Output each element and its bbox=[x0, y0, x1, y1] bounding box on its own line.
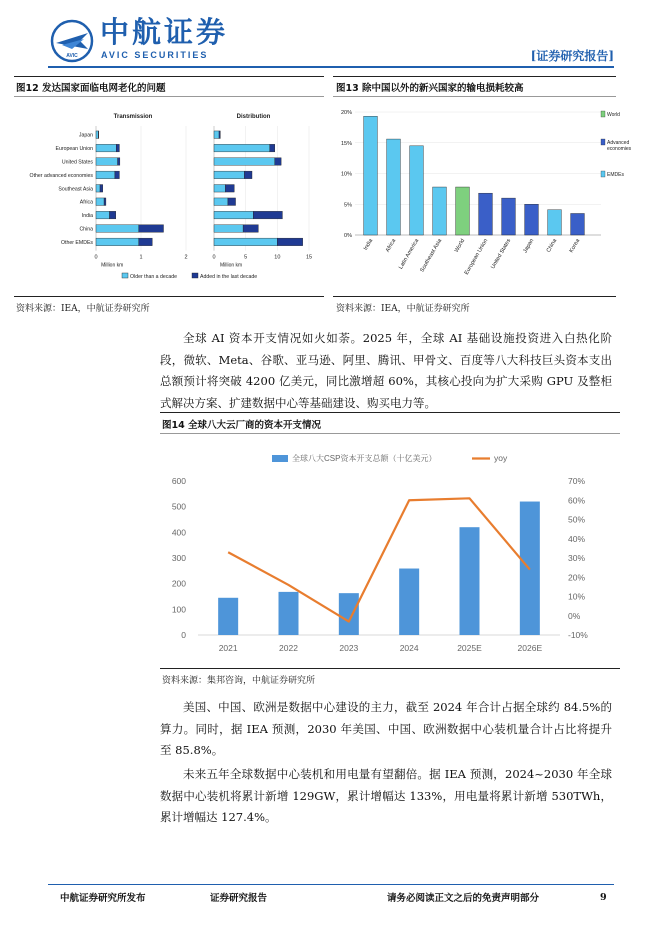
fig12-panel-title: Distribution bbox=[236, 114, 271, 120]
fig14-source: 资料来源：集邦咨询，中航证券研究所 bbox=[162, 676, 316, 686]
header-rule bbox=[48, 66, 614, 68]
fig14-left-tick-label: 400 bbox=[171, 527, 186, 538]
fig12-bar-older bbox=[214, 158, 275, 166]
fig14-right-tick-label: 70% bbox=[568, 476, 586, 486]
fig12-top-rule bbox=[14, 76, 324, 77]
avic-logo-icon bbox=[50, 19, 94, 63]
fig12-bar-older bbox=[96, 225, 139, 233]
header bbox=[0, 0, 662, 78]
fig12-bar-new bbox=[244, 171, 252, 179]
fig14-bar bbox=[218, 598, 238, 635]
fig13-category-label: World bbox=[453, 238, 467, 254]
fig12-category-label: Africa bbox=[79, 199, 93, 206]
footer-publisher: 中航证券研究所发布 bbox=[60, 893, 146, 904]
fig13-category-label: Southeast Asia bbox=[419, 238, 444, 274]
report-tag: [证券研究报告] bbox=[530, 49, 614, 63]
fig14-chart bbox=[160, 440, 620, 666]
fig12-bar-older bbox=[214, 198, 228, 206]
fig12-bar-new bbox=[277, 238, 302, 246]
paragraph-dc-growth: 未来五年全球数据中心装机和用电量有望翻倍。据 IEA 预测，2024~2030 年全球数据中心装机将累计新增 129GW，累计增幅达 133%，用电量将累计新增 530TWh，累计增幅达 127.4%。 bbox=[160, 767, 612, 824]
fig12-chart bbox=[14, 104, 324, 292]
fig12-bar-new bbox=[115, 171, 120, 179]
fig12-category-label: European Union bbox=[55, 146, 93, 153]
fig13-tick-label: 20% bbox=[340, 110, 352, 116]
fig14-left-tick-label: 500 bbox=[171, 501, 186, 512]
fig12-bar-new bbox=[225, 185, 234, 193]
fig14-right-tick-label: 0% bbox=[568, 610, 581, 621]
fig14-left-tick-label: 100 bbox=[171, 604, 186, 615]
fig12-bar-older bbox=[214, 144, 270, 152]
fig12-category-label: Japan bbox=[78, 132, 93, 139]
logo-cn: 中航证券 bbox=[100, 15, 229, 49]
fig12-bar-older bbox=[214, 131, 219, 139]
fig14-left-tick-label: 600 bbox=[171, 476, 186, 486]
fig12-bar-new bbox=[104, 198, 106, 206]
fig13-bar bbox=[525, 204, 539, 235]
fig14-right-tick-label: 20% bbox=[568, 572, 586, 583]
fig12-tick-label: 5 bbox=[244, 254, 248, 261]
fig14-category-label: 2025E bbox=[457, 643, 482, 653]
fig13-category-label: Korea bbox=[568, 238, 582, 254]
fig12-bar-new bbox=[110, 211, 116, 219]
fig13-legend-swatch bbox=[601, 111, 605, 117]
fig12-bar-older bbox=[214, 225, 243, 233]
fig12-bar-older bbox=[96, 171, 115, 179]
fig14-top-rule bbox=[160, 412, 620, 413]
fig14-right-tick-label: 60% bbox=[568, 495, 586, 506]
footer-report-type: 证券研究报告 bbox=[210, 893, 268, 904]
paragraph-regional-share: 美国、中国、欧洲是数据中心建设的主力，截至 2024 年合计占据全球约 84.5%的算力。同时，据 IEA 预测，2030 年美国、中国、欧洲数据中心装机量合计占比将提升至 85.8%。 bbox=[160, 700, 612, 757]
fig13-bar bbox=[410, 146, 424, 235]
fig13-category-label: China bbox=[545, 238, 559, 254]
fig14-legend-swatch-bar bbox=[272, 455, 288, 462]
fig14-bar bbox=[279, 592, 299, 635]
fig14-category-label: 2023 bbox=[339, 643, 359, 653]
fig12-bar-new bbox=[270, 144, 275, 152]
footer-rule bbox=[48, 884, 614, 885]
fig14-left-tick-label: 200 bbox=[171, 578, 186, 589]
fig12-bar-new bbox=[275, 158, 281, 166]
fig12-legend-new: Added in the last decade bbox=[200, 274, 258, 280]
fig14-caption-rule bbox=[160, 433, 620, 434]
footer-disclaimer: 请务必阅读正文之后的免责声明部分 bbox=[387, 893, 540, 904]
fig13-tick-label: 15% bbox=[340, 140, 352, 147]
logo-en: AVIC SECURITIES bbox=[101, 50, 209, 60]
fig13-tick-label: 0% bbox=[344, 233, 352, 239]
fig14-bar bbox=[460, 527, 480, 635]
fig12-tick-label: 0 bbox=[94, 254, 98, 261]
fig13-bar bbox=[502, 198, 516, 235]
fig14-category-label: 2024 bbox=[399, 643, 419, 653]
fig12-category-label: Southeast Asia bbox=[58, 186, 93, 193]
fig14-right-tick-label: 40% bbox=[568, 533, 586, 544]
fig12-tick-label: 10 bbox=[274, 254, 281, 261]
fig13-bar bbox=[433, 187, 447, 235]
fig14-right-tick-label: 50% bbox=[568, 514, 586, 525]
fig12-bar-new bbox=[116, 144, 119, 152]
fig12-bar-older bbox=[214, 171, 244, 179]
fig12-tick-label: 2 bbox=[184, 254, 188, 261]
fig14-yoy-line bbox=[228, 498, 530, 621]
fig13-tick-label: 10% bbox=[340, 171, 352, 178]
fig14-bar bbox=[339, 593, 359, 635]
fig14-category-label: 2021 bbox=[218, 643, 238, 653]
fig12-bar-older bbox=[96, 131, 98, 139]
fig13-category-label: Latin America bbox=[398, 238, 421, 271]
fig13-category-label: India bbox=[362, 238, 375, 252]
fig12-legend-swatch-new bbox=[192, 273, 198, 278]
fig13-bar bbox=[456, 187, 470, 235]
fig12-category-label: Other advanced economies bbox=[29, 172, 93, 179]
fig14-category-label: 2022 bbox=[279, 643, 298, 653]
fig12-bar-new bbox=[219, 131, 220, 139]
fig13-category-label: Japan bbox=[522, 238, 536, 255]
fig12-tick-label: 15 bbox=[305, 254, 313, 261]
fig12-bar-new bbox=[118, 158, 120, 166]
fig13-legend-label: economies bbox=[607, 146, 632, 152]
fig12-tick-label: 1 bbox=[139, 254, 143, 261]
fig13-caption: 图13 除中国以外的新兴国家的输电损耗较高 bbox=[336, 83, 524, 94]
fig14-bottom-rule bbox=[160, 668, 620, 669]
fig12-axis-label: Million km bbox=[219, 262, 243, 269]
fig14-right-tick-label: -10% bbox=[568, 630, 588, 640]
fig12-category-label: United States bbox=[61, 159, 93, 166]
fig12-tick-label: 0 bbox=[212, 254, 216, 261]
fig14-right-tick-label: 30% bbox=[568, 553, 586, 563]
fig12-caption: 图12 发达国家面临电网老化的问题 bbox=[16, 83, 166, 94]
fig13-top-rule bbox=[333, 76, 616, 77]
fig12-bar-new bbox=[253, 211, 282, 219]
fig12-caption-rule bbox=[14, 96, 324, 97]
fig12-axis-label: Million km bbox=[101, 262, 124, 269]
fig13-caption-rule bbox=[333, 96, 616, 97]
fig13-legend-swatch bbox=[601, 139, 605, 145]
fig12-bar-older bbox=[96, 144, 116, 152]
fig12-bar-older bbox=[96, 185, 100, 193]
fig12-bar-older bbox=[214, 238, 277, 246]
fig12-legend-older: Older than a decade bbox=[130, 274, 178, 280]
fig12-bar-older bbox=[96, 238, 139, 246]
fig14-left-tick-label: 0 bbox=[181, 630, 186, 640]
fig13-source: 资料来源：IEA，中航证券研究所 bbox=[336, 304, 470, 314]
page-number: 9 bbox=[600, 892, 607, 903]
fig13-bar bbox=[387, 139, 401, 235]
fig12-bar-new bbox=[100, 185, 103, 193]
fig12-bar-older bbox=[214, 211, 253, 219]
fig12-bar-older bbox=[214, 185, 225, 193]
fig12-bar-new bbox=[139, 225, 164, 233]
fig12-bar-new bbox=[243, 225, 258, 233]
paragraph-capex-overview: 全球 AI 资本开支情况如火如荼。2025 年，全球 AI 基础设施投资进入白热化阶段，微软、Meta、谷歌、亚马逊、阿里、腾讯、甲骨文、百度等八大科技巨头资本支出总额预计将突破 4200 亿美元，同比激增超 60%，其核心投向为扩大采购 GPU 及整柜式解决方案、扩建数据中心等基础建设、购买电力等。 bbox=[160, 331, 612, 410]
fig12-bar-older bbox=[96, 158, 118, 166]
fig13-category-label: European Union bbox=[463, 238, 490, 277]
fig12-category-label: India bbox=[81, 213, 93, 220]
fig13-category-label: Africa bbox=[384, 238, 398, 254]
fig14-category-label: 2026E bbox=[517, 643, 543, 653]
fig12-bottom-rule bbox=[14, 296, 324, 297]
fig13-category-label: United States bbox=[490, 238, 513, 271]
fig12-bar-older bbox=[96, 211, 110, 219]
fig13-legend-label: EMDEs bbox=[607, 172, 624, 178]
fig13-bar bbox=[571, 213, 585, 235]
fig13-legend-label: World bbox=[607, 112, 620, 118]
fig12-category-label: Other EMDEs bbox=[61, 239, 93, 246]
fig13-bar bbox=[548, 210, 562, 235]
fig12-bar-new bbox=[139, 238, 153, 246]
fig13-legend-swatch bbox=[601, 171, 605, 177]
fig12-category-label: China bbox=[79, 226, 93, 233]
fig12-panel-title: Transmission bbox=[113, 114, 153, 120]
fig13-tick-label: 5% bbox=[344, 202, 352, 209]
fig12-bar-new bbox=[228, 198, 236, 206]
fig12-legend-swatch-older bbox=[122, 273, 128, 278]
fig13-bottom-rule bbox=[333, 296, 616, 297]
fig13-bar bbox=[479, 193, 493, 235]
fig14-legend-line: yoy bbox=[494, 453, 508, 463]
fig14-left-tick-label: 300 bbox=[171, 553, 186, 563]
fig12-bar-older bbox=[96, 198, 104, 206]
fig12-source: 资料来源：IEA，中航证券研究所 bbox=[16, 304, 150, 314]
fig14-legend-bar: 全球八大CSP资本开支总额（十亿美元） bbox=[292, 454, 437, 463]
fig13-chart bbox=[333, 102, 632, 294]
fig13-bar bbox=[364, 116, 378, 235]
logo-badge: AVIC bbox=[66, 53, 78, 59]
fig13-legend-label: Advanced bbox=[607, 140, 630, 146]
fig14-right-tick-label: 10% bbox=[568, 591, 586, 602]
fig14-caption: 图14 全球八大云厂商的资本开支情况 bbox=[162, 420, 322, 431]
fig14-bar bbox=[399, 569, 419, 635]
